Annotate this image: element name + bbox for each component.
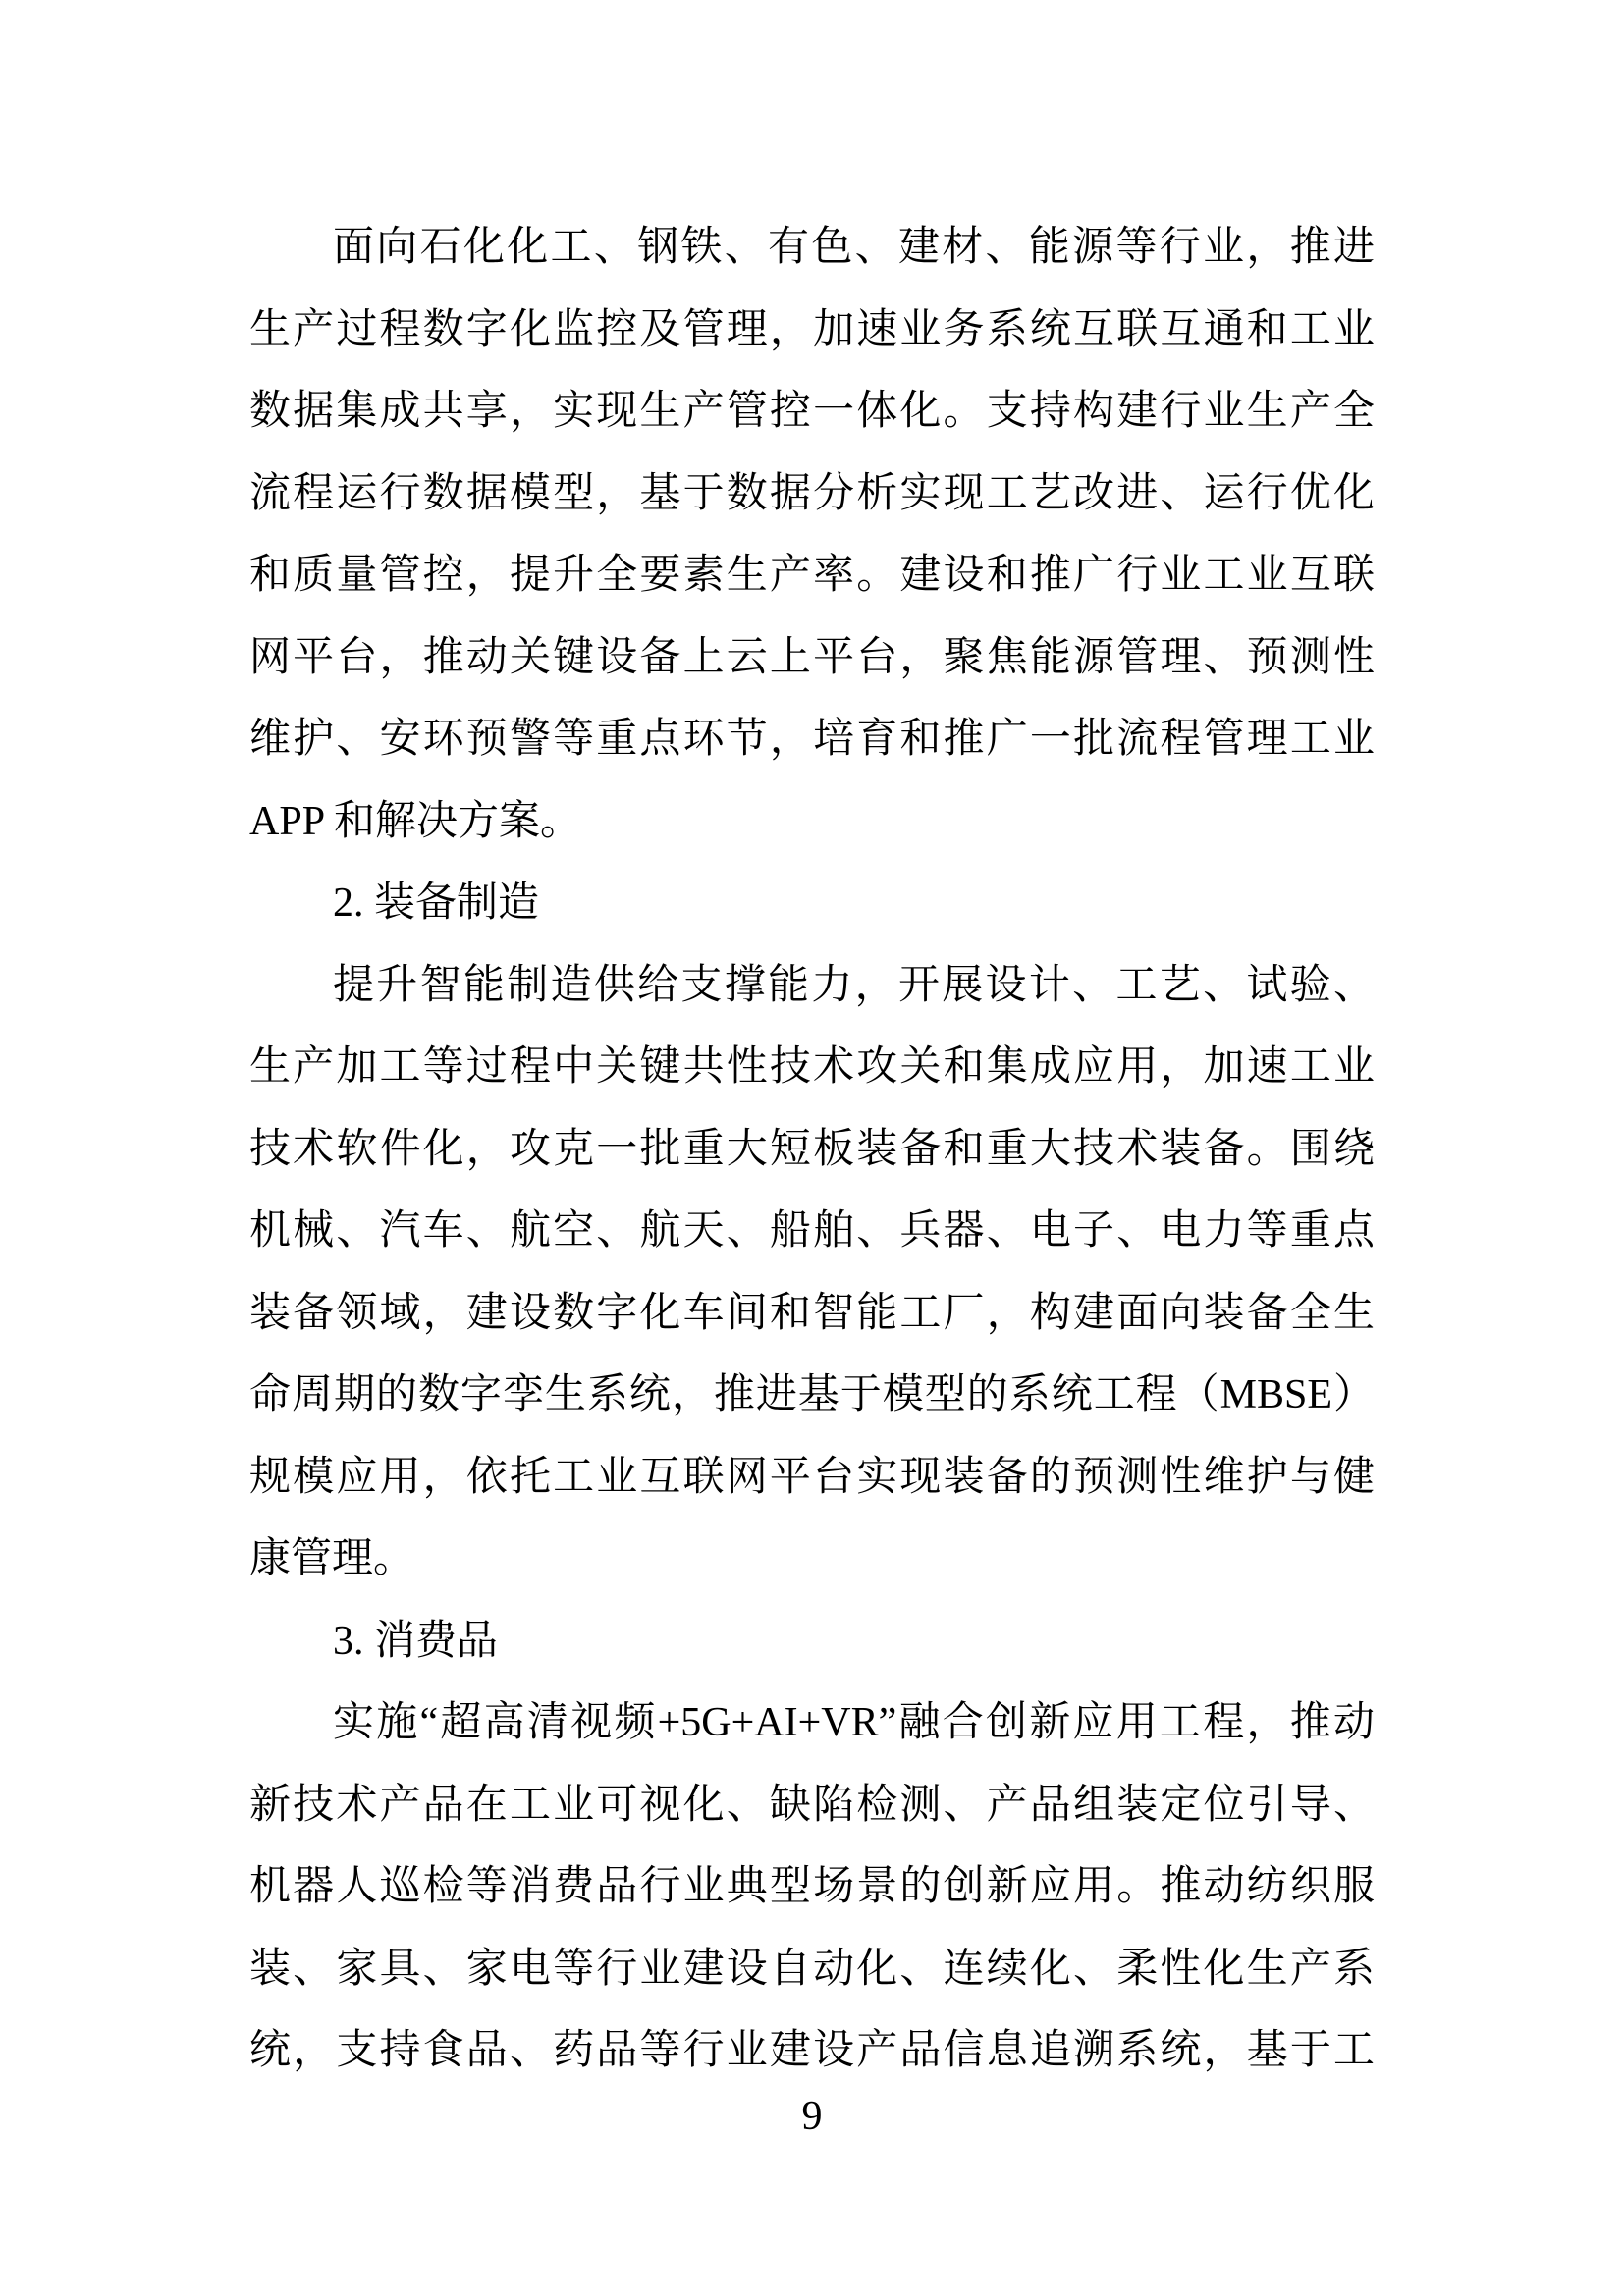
section-heading-3: 3. 消费品 <box>333 1618 499 1664</box>
paragraph-1-line: 面向石化化工、钢铁、有色、建材、能源等行业，推进 <box>333 225 1375 270</box>
paragraph-1-line: 生产过程数字化监控及管理，加速业务系统互联互通和工业 <box>249 306 1375 352</box>
paragraph-1-line: 和质量管控，提升全要素生产率。建设和推广行业工业互联 <box>249 553 1375 598</box>
paragraph-3-line: 统，支持食品、药品等行业建设产品信息追溯系统，基于工 <box>249 2028 1375 2073</box>
paragraph-1-line: 流程运行数据模型，基于数据分析实现工艺改进、运行优化 <box>249 470 1375 516</box>
text-lines <box>249 207 1375 2093</box>
paragraph-3-line: 新技术产品在工业可视化、缺陷检测、产品组装定位引导、 <box>249 1782 1375 1828</box>
paragraph-1-line: APP 和解决方案。 <box>249 798 581 844</box>
paragraph-1-line: 网平台，推动关键设备上云上平台，聚焦能源管理、预测性 <box>249 634 1375 680</box>
paragraph-3-line: 机器人巡检等消费品行业典型场景的创新应用。推动纺织服 <box>249 1864 1375 1909</box>
section-heading-2: 2. 装备制造 <box>333 881 540 926</box>
paragraph-2-line: 机械、汽车、航空、航天、船舶、兵器、电子、电力等重点 <box>249 1208 1375 1254</box>
paragraph-2-line: 生产加工等过程中关键共性技术攻关和集成应用，加速工业 <box>249 1044 1375 1090</box>
paragraph-2-line: 装备领域，建设数字化车间和智能工厂，构建面向装备全生 <box>249 1290 1375 1336</box>
paragraph-1-line: 数据集成共享，实现生产管控一体化。支持构建行业生产全 <box>249 389 1375 434</box>
page-number: 9 <box>801 2094 823 2139</box>
paragraph-2-line: 提升智能制造供给支撑能力，开展设计、工艺、试验、 <box>333 962 1375 1008</box>
paragraph-1-line: 维护、安环预警等重点环节，培育和推广一批流程管理工业 <box>249 717 1375 762</box>
paragraph-3-line: 装、家具、家电等行业建设自动化、连续化、柔性化生产系 <box>249 1946 1375 1992</box>
paragraph-3-line: 实施“超高清视频+5G+AI+VR”融合创新应用工程，推动 <box>333 1700 1375 1745</box>
paragraph-2-line: 命周期的数字孪生系统，推进基于模型的系统工程（MBSE） <box>249 1372 1375 1417</box>
paragraph-2-line: 康管理。 <box>249 1536 415 1581</box>
paragraph-2-line: 规模应用，依托工业互联网平台实现装备的预测性维护与健 <box>249 1454 1375 1500</box>
paragraph-2-line: 技术软件化，攻克一批重大短板装备和重大技术装备。围绕 <box>249 1126 1375 1172</box>
